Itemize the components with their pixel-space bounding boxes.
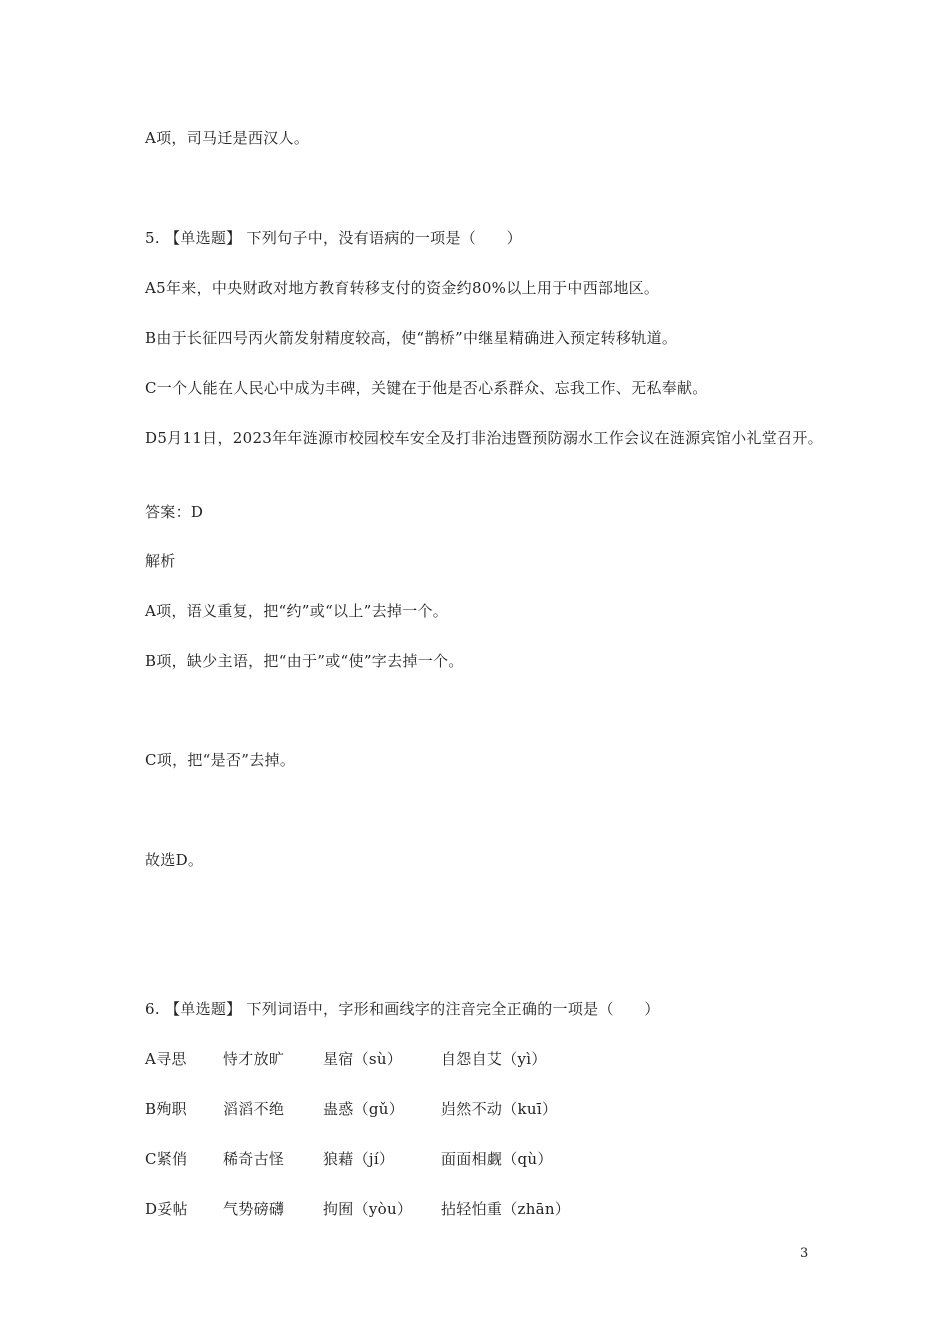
q5-stem: 5. 【单选题】 下列句子中，没有语病的一项是（ ）	[145, 229, 522, 247]
q6-a-word-3: 星宿（sù）	[323, 1050, 403, 1068]
q6-c-word-2: 稀奇古怪	[223, 1150, 285, 1168]
q6-b-word-4: 岿然不动（kuī）	[441, 1100, 558, 1118]
q6-option-a	[145, 1047, 547, 1072]
q6-option-b	[145, 1097, 557, 1122]
q6-b-word-1: B殉职	[145, 1100, 187, 1118]
q6-c-word-3: 狼藉（jí）	[323, 1150, 395, 1168]
q6-c-word-1: C紧俏	[145, 1150, 188, 1168]
q6-option-d	[145, 1197, 570, 1222]
q6-b-word-3: 蛊惑（gǔ）	[323, 1100, 405, 1118]
q6-d-word-2: 气势磅礴	[223, 1200, 285, 1218]
q5-analysis-a: A项，语义重复，把“约”或“以上”去掉一个。	[145, 602, 449, 620]
q6-d-word-3: 拘囿（yòu）	[323, 1200, 413, 1218]
q5-option-b: B由于长征四号丙火箭发射精度较高，使“鹊桥”中继星精确进入预定转移轨道。	[145, 329, 678, 347]
q5-option-d: D5月11日，2023年年涟源市校园校车安全及打非治违暨预防溺水工作会议在涟源宾馆小礼堂召开。	[145, 429, 823, 447]
q5-option-c: C一个人能在人民心中成为丰碑，关键在于他是否心系群众、忘我工作、无私奉献。	[145, 379, 708, 397]
q5-analysis-title: 解析	[145, 552, 176, 570]
q6-a-word-1: A寻思	[145, 1050, 187, 1068]
q6-stem: 6. 【单选题】 下列词语中，字形和画线字的注音完全正确的一项是（ ）	[145, 1000, 660, 1018]
q6-option-c	[145, 1147, 553, 1172]
q5-answer: 答案：D	[145, 503, 204, 521]
q6-a-word-4: 自怨自艾（yì）	[441, 1050, 547, 1068]
q5-option-a: A5年来，中央财政对地方教育转移支付的资金约80%以上用于中西部地区。	[145, 279, 660, 297]
q5-analysis-b: B项，缺少主语，把“由于”或“使”字去掉一个。	[145, 652, 464, 670]
prev-analysis-note: A项，司马迁是西汉人。	[145, 129, 310, 147]
q6-a-word-2: 恃才放旷	[223, 1050, 285, 1068]
q6-d-word-1: D妥帖	[145, 1200, 188, 1218]
page-number: 3	[800, 1246, 809, 1261]
q6-b-word-2: 滔滔不绝	[223, 1100, 285, 1118]
q5-analysis-c: C项，把“是否”去掉。	[145, 751, 296, 769]
q5-conclusion: 故选D。	[145, 851, 204, 869]
q6-c-word-4: 面面相觑（qù）	[441, 1150, 553, 1168]
q6-d-word-4: 拈轻怕重（zhān）	[441, 1200, 571, 1218]
